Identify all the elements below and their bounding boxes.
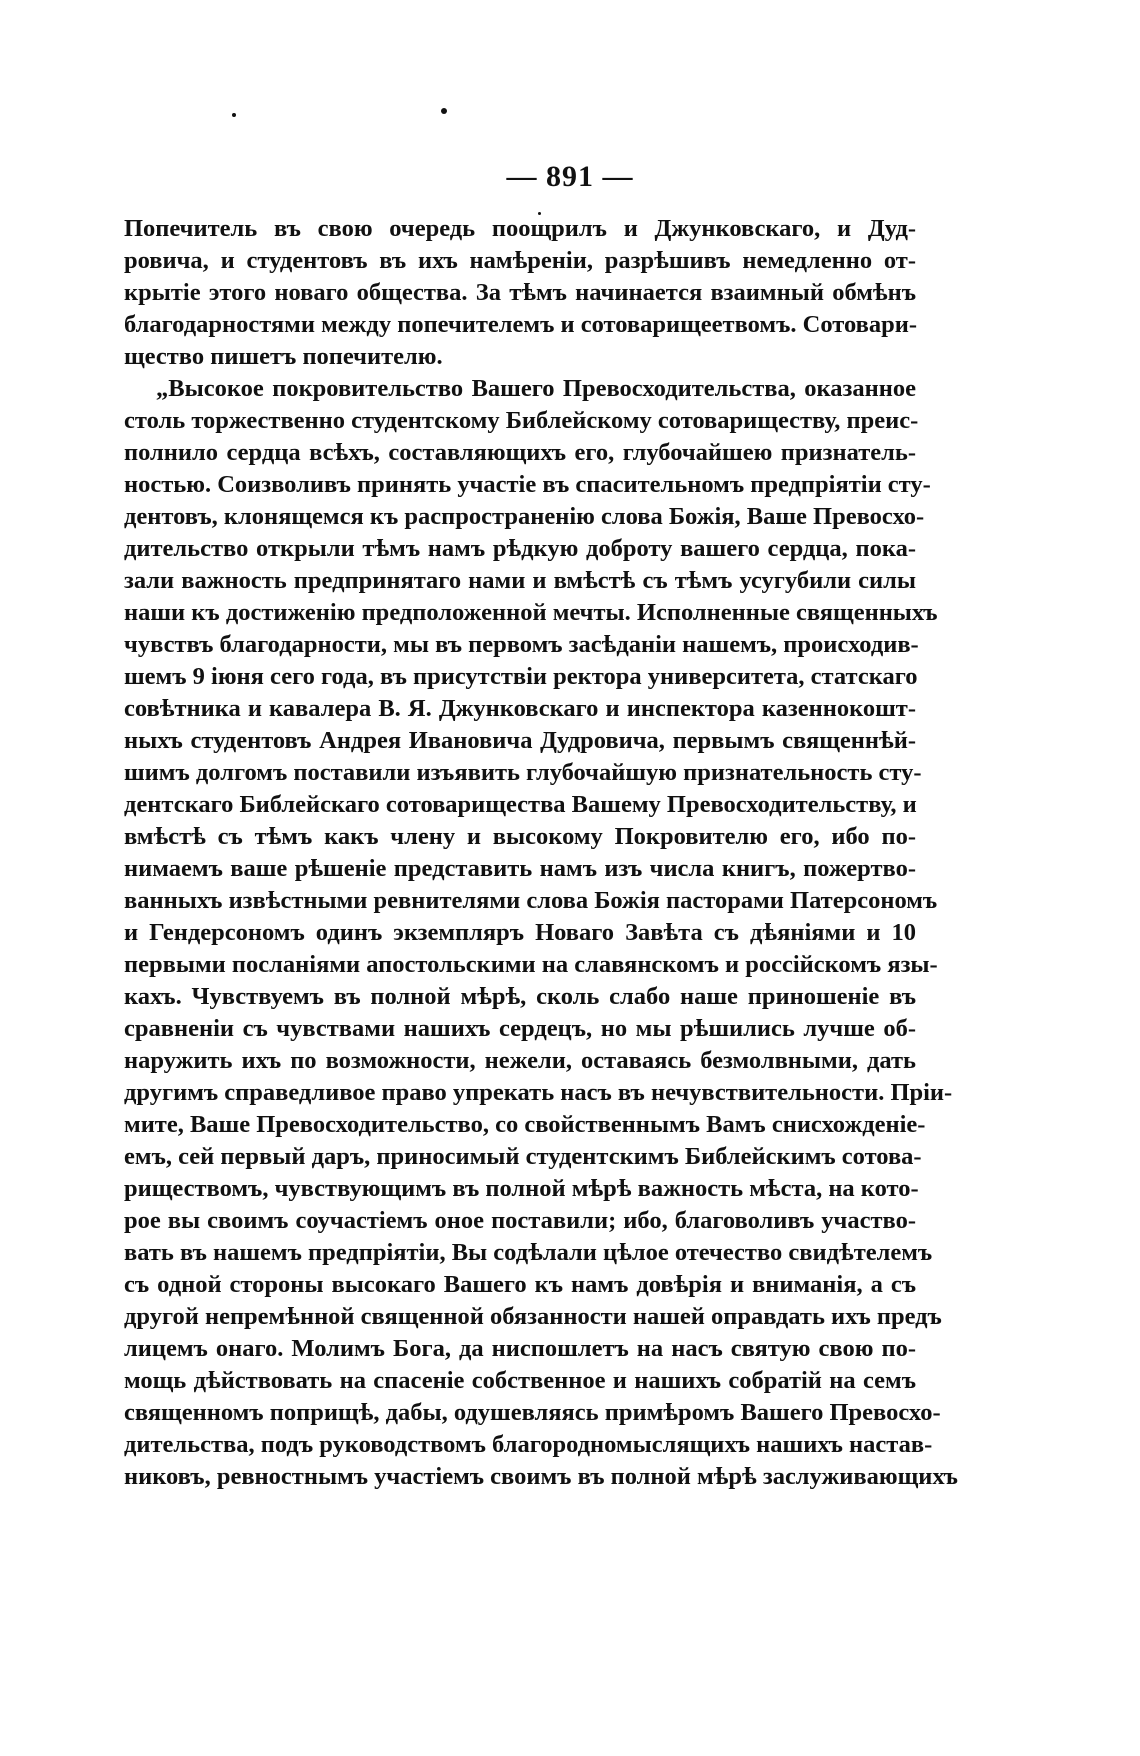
text-line: щество пишетъ попечителю. — [124, 343, 443, 370]
text-line: никовъ, ревностнымъ участіемъ своимъ въ полной мѣрѣ заслуживающихъ — [124, 1463, 958, 1490]
text-line: кахъ. Чувствуемъ въ полной мѣрѣ, сколь слабо наше приношеніе въ — [124, 983, 916, 1010]
text-line: другимъ справедливое право упрекать насъ въ нечувствительности. Пріи- — [124, 1079, 953, 1106]
text-line: благодарностями между попечителемъ и сотоварищеетвомъ. Сотовари- — [124, 311, 918, 338]
text-line: емъ, сей первый даръ, приносимый студентскимъ Библейскимъ сотова- — [124, 1143, 922, 1170]
text-line: съ одной стороны высокаго Вашего къ намъ довѣрія и вниманія, а съ — [124, 1271, 916, 1298]
text-line: риществомъ, чувствующимъ въ полной мѣрѣ важность мѣста, на кото- — [124, 1175, 919, 1202]
text-line: наружить ихъ по возможности, нежели, оставаясь безмолвными, дать — [124, 1047, 916, 1074]
text-line: шемъ 9 іюня сего года, въ присутствіи ректора университета, статскаго — [124, 663, 918, 690]
text-line: „Высокое покровительство Вашего Превосходительства, оказанное — [156, 375, 916, 402]
text-line: дентскаго Библейскаго сотоварищества Вашему Превосходительству, и — [124, 791, 917, 818]
text-line: шимъ долгомъ поставили изъявить глубочайшую признательность сту- — [124, 759, 922, 786]
text-line: совѣтника и кавалера В. Я. Джунковскаго и инспектора казеннокошт- — [124, 695, 916, 722]
page-number: — 891 — — [506, 160, 634, 193]
text-line: вмѣстѣ съ тѣмъ какъ члену и высокому Покровителю его, ибо по- — [124, 823, 916, 850]
text-line: лицемъ онаго. Молимъ Бога, да ниспошлетъ на насъ святую свою по- — [124, 1335, 916, 1362]
text-line: крытіе этого новаго общества. За тѣмъ начинается взаимный обмѣнъ — [124, 279, 916, 306]
text-line: столь торжественно студентскому Библейскому сотовариществу, преис- — [124, 407, 919, 434]
text-line: первыми посланіями апостольскими на славянскомъ и россійскомъ язы- — [124, 951, 938, 978]
text-line: вать въ нашемъ предпріятіи, Вы содѣлали цѣлое отечество свидѣтелемъ — [124, 1239, 933, 1266]
text-line: чувствъ благодарности, мы въ первомъ засѣданіи нашемъ, происходив- — [124, 631, 919, 658]
text-line: рое вы своимъ соучастіемъ оное поставили; ибо, благоволивъ участво- — [124, 1207, 916, 1234]
text-line: Попечитель въ свою очередь поощрилъ и Джунковскаго, и Дуд- — [124, 215, 916, 242]
text-line: ровича, и студентовъ въ ихъ намѣреніи, разрѣшивъ немедленно от- — [124, 247, 916, 274]
text-line: полнило сердца всѣхъ, составляющихъ его, глубочайшею признатель- — [124, 439, 916, 466]
print-speck — [232, 113, 236, 117]
text-line: сравненіи съ чувствами нашихъ сердецъ, но мы рѣшились лучше об- — [124, 1015, 916, 1042]
text-line: наши къ достиженію предположенной мечты. Исполненные священныхъ — [124, 599, 938, 626]
text-line: нимаемъ ваше рѣшеніе представить намъ изъ числа книгъ, пожертво- — [124, 855, 916, 882]
text-line: ныхъ студентовъ Андрея Ивановича Дудровича, первымъ священнѣй- — [124, 727, 916, 754]
text-line: дительства, подъ руководствомъ благородномыслящихъ нашихъ настав- — [124, 1431, 933, 1458]
text-line: другой непремѣнной священной обязанности нашей оправдать ихъ предъ — [124, 1303, 942, 1330]
text-line: дентовъ, клонящемся къ распространенію слова Божія, Ваше Превосхо- — [124, 503, 925, 530]
text-line: мите, Ваше Превосходительство, со свойственнымъ Вамъ снисхожденіе- — [124, 1111, 926, 1138]
text-line: ванныхъ извѣстными ревнителями слова Божія пасторами Патерсономъ — [124, 887, 938, 914]
text-line: зали важность предпринятаго нами и вмѣстѣ съ тѣмъ усугубили силы — [124, 567, 916, 594]
text-line: священномъ поприщѣ, дабы, одушевляясь примѣромъ Вашего Превосхо- — [124, 1399, 941, 1426]
body-text — [124, 213, 958, 1493]
text-line: и Гендерсономъ одинъ экземпляръ Новаго Завѣта съ дѣяніями и 10 — [124, 919, 916, 946]
print-speck — [441, 108, 447, 114]
text-line: мощь дѣйствовать на спасеніе собственное и нашихъ собратій на семъ — [124, 1367, 916, 1394]
text-line: ностью. Соизволивъ принять участіе въ спасительномъ предпріятіи сту- — [124, 471, 931, 498]
text-line: дительство открыли тѣмъ намъ рѣдкую доброту вашего сердца, пока- — [124, 535, 916, 562]
